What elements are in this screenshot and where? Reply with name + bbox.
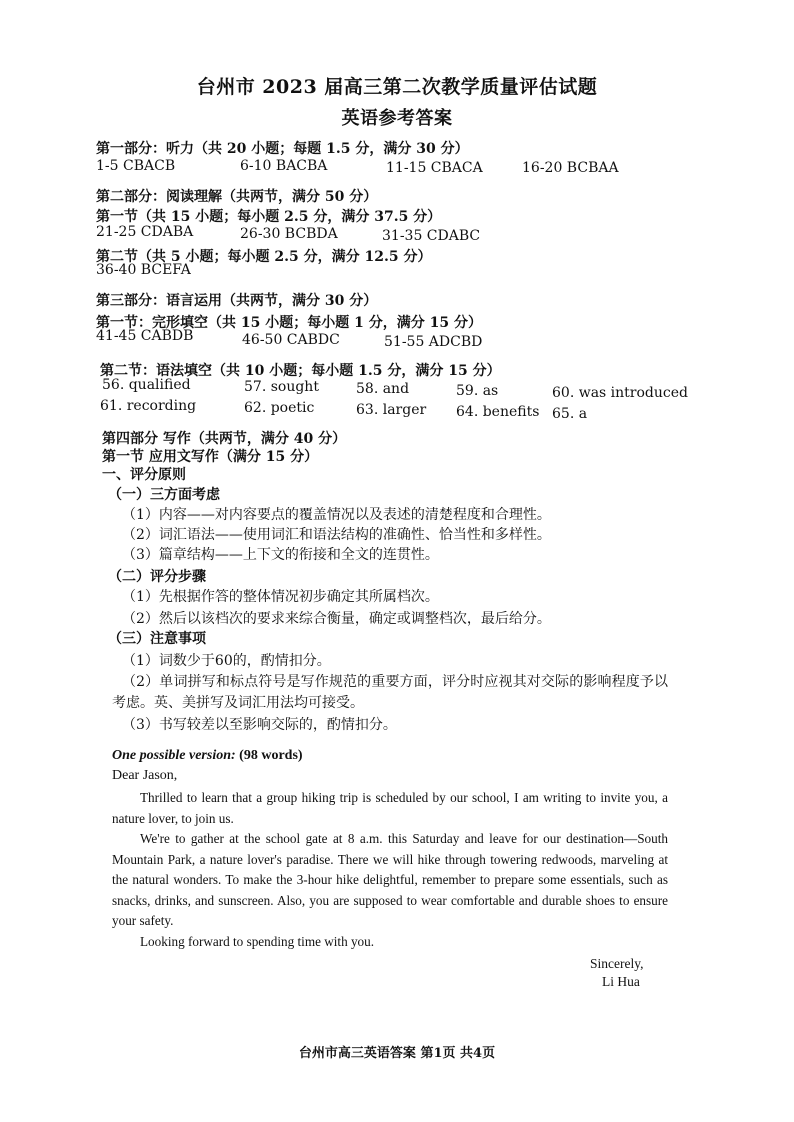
grammar-answer: 61. recording bbox=[100, 398, 197, 414]
part2-section1-heading: 第一节（共 15 小题；每小题 2.5 分，满分 37.5 分） bbox=[96, 209, 442, 225]
answer-group: 1-5 CBACB bbox=[96, 158, 176, 174]
part1-heading: 第一部分：听力（共 20 小题；每题 1.5 分，满分 30 分） bbox=[96, 141, 469, 157]
answer-group: 41-45 CABDB bbox=[96, 328, 194, 344]
part2-section2-heading: 第二节（共 5 小题；每小题 2.5 分，满分 12.5 分） bbox=[96, 249, 432, 265]
answer-group: 51-55 ADCBD bbox=[384, 334, 483, 350]
criteria-item: （2）词汇语法——使用词汇和语法结构的准确性、恰当性和多样性。 bbox=[122, 527, 551, 543]
sample-label-line bbox=[112, 748, 303, 764]
letter-paragraph: We're to gather at the school gate at 8 a.m. this Saturday and leave for our destination—South Mountain Park, a nature lover's paradise. There we will hike through towering redwoods, marveling at the natural wonders. To make the 3-hour hike delightful, remember to prepare some essentials, such as snacks, drinks, and sunscreen. Also, you are supposed to wear comfortable and durable shoes to ensure your safety. bbox=[112, 831, 668, 928]
word-count: (98 words) bbox=[239, 748, 303, 763]
page-footer: 台州市高三英语答案 第1页 共4页 bbox=[298, 1046, 496, 1061]
principles-heading: 一、评分原则 bbox=[102, 467, 186, 483]
letter-greeting: Dear Jason, bbox=[112, 768, 178, 783]
part3-section2-heading: 第二节：语法填空（共 10 小题；每小题 1.5 分，满分 15 分） bbox=[100, 363, 501, 379]
grammar-answer: 65. a bbox=[552, 406, 588, 422]
answer-group: 11-15 CBACA bbox=[386, 160, 483, 176]
answer-group: 16-20 BCBAA bbox=[522, 160, 619, 176]
steps-item: （1）先根据作答的整体情况初步确定其所属档次。 bbox=[122, 589, 439, 605]
answer-group: 31-35 CDABC bbox=[382, 228, 481, 244]
letter-paragraph: Looking forward to spending time with you. bbox=[140, 934, 375, 949]
sample-label: One possible version: bbox=[112, 748, 236, 763]
grammar-answer: 59. as bbox=[456, 383, 499, 399]
notes-item: （3）书写较差以至影响交际的，酌情扣分。 bbox=[122, 717, 397, 733]
page-subtitle: 英语参考答案 bbox=[341, 108, 453, 129]
criteria-item: （3）篇章结构——上下文的衔接和全文的连贯性。 bbox=[122, 547, 439, 563]
page-title: 台州市 2023 届高三第二次教学质量评估试题 bbox=[196, 76, 598, 98]
part3-heading: 第三部分：语言运用（共两节，满分 30 分） bbox=[96, 293, 378, 309]
part4-section1-heading: 第一节 应用文写作（满分 15 分） bbox=[102, 449, 319, 465]
criteria-heading: （一）三方面考虑 bbox=[108, 487, 220, 503]
steps-heading: （二）评分步骤 bbox=[108, 569, 206, 585]
part3-section1-heading: 第一节：完形填空（共 15 小题；每小题 1 分，满分 15 分） bbox=[96, 315, 482, 331]
grammar-answer: 62. poetic bbox=[244, 400, 315, 416]
letter-signature: Li Hua bbox=[602, 974, 640, 989]
answer-group: 46-50 CABDC bbox=[242, 332, 340, 348]
letter-closing: Sincerely, bbox=[590, 956, 644, 971]
answer-group: 6-10 BACBA bbox=[240, 158, 328, 174]
grammar-answer: 57. sought bbox=[244, 379, 319, 395]
notes-heading: （三）注意事项 bbox=[108, 631, 206, 647]
criteria-item: （1）内容——对内容要点的覆盖情况以及表述的清楚程度和合理性。 bbox=[122, 507, 551, 523]
grammar-answer: 63. larger bbox=[356, 402, 427, 418]
grammar-answer: 58. and bbox=[356, 381, 410, 397]
letter-paragraph: Thrilled to learn that a group hiking trip is scheduled by our school, I am writing to invite you, a nature lover, to join us. bbox=[112, 790, 668, 826]
answer-group: 26-30 BCBDA bbox=[240, 226, 338, 242]
part2-heading: 第二部分：阅读理解（共两节，满分 50 分） bbox=[96, 189, 378, 205]
grammar-answer: 64. benefits bbox=[456, 404, 540, 420]
grammar-answer: 60. was introduced bbox=[552, 385, 688, 401]
notes-item: （2）单词拼写和标点符号是写作规范的重要方面，评分时应视其对交际的影响程度予以考虑。英、美拼写及词汇用法均可接受。 bbox=[112, 674, 668, 711]
grammar-answer: 56. qualified bbox=[102, 377, 191, 393]
notes-item: （1）词数少于60的，酌情扣分。 bbox=[122, 653, 331, 669]
part4-heading: 第四部分 写作（共两节，满分 40 分） bbox=[102, 431, 347, 447]
answer-group: 36-40 BCEFA bbox=[96, 262, 191, 278]
answer-group: 21-25 CDABA bbox=[96, 224, 194, 240]
steps-item: （2）然后以该档次的要求来综合衡量，确定或调整档次，最后给分。 bbox=[122, 611, 551, 627]
